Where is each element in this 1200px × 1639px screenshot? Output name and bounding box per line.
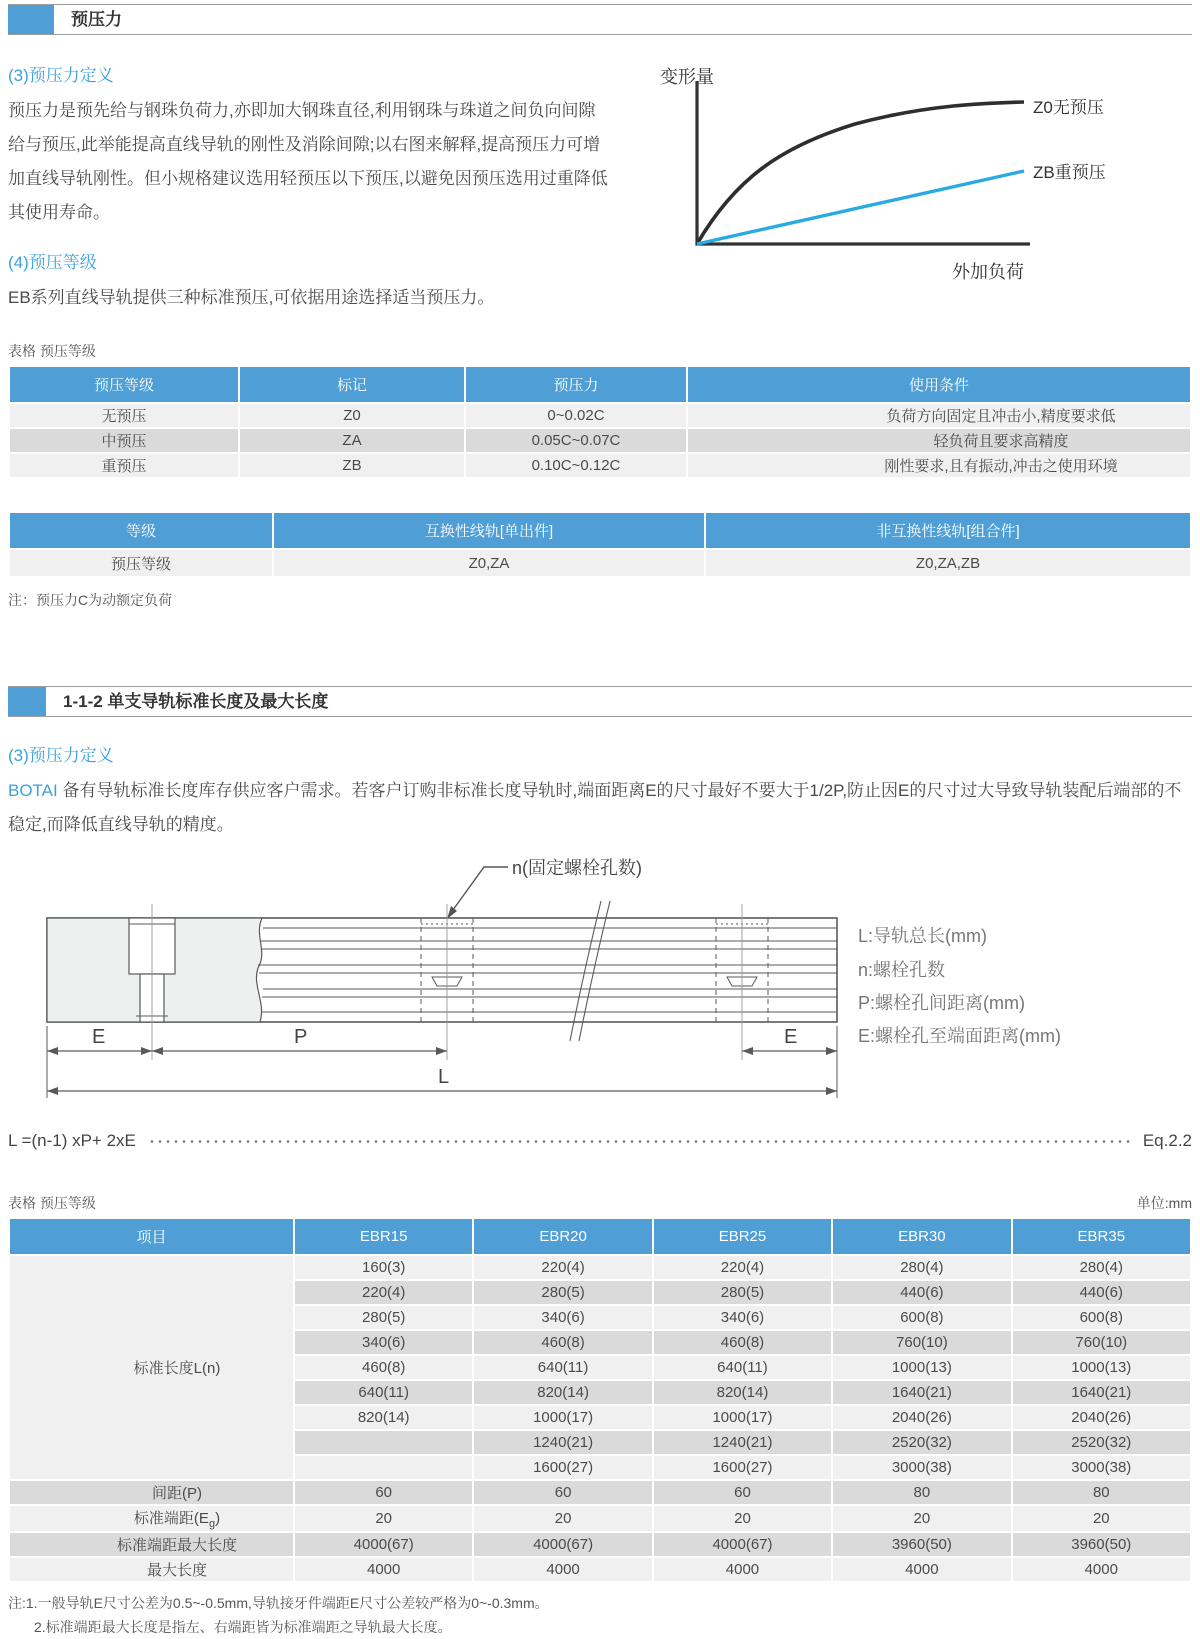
row-label-subscript: g [208, 1518, 216, 1530]
zb-series-label: ZB重预压 [1033, 163, 1106, 182]
deformation-chart [608, 61, 1192, 315]
cell: 负荷方向固定且冲击小,精度要求低 [688, 404, 1190, 427]
col-header: 预压力 [466, 367, 686, 402]
table3-caption: 表格 预压等级 [8, 1195, 96, 1211]
col-header: 标记 [240, 367, 464, 402]
cell: 4000(67) [295, 1533, 472, 1556]
cell: 640(11) [474, 1356, 651, 1379]
cell: 4000(67) [474, 1533, 651, 1556]
cell: 0~0.02C [466, 404, 686, 427]
cell: 1600(27) [654, 1456, 831, 1479]
cell: 中预压 [10, 429, 238, 452]
footnotes [8, 1591, 1192, 1639]
diagram-legend [858, 926, 1061, 1046]
cell: 280(5) [295, 1306, 472, 1329]
section-title: 1-1-2 单支导轨标准长度及最大长度 [63, 692, 329, 711]
brand-name: BOTAI [8, 781, 58, 800]
cell: 2520(32) [1013, 1431, 1190, 1454]
dim-label-l: L [438, 1066, 450, 1088]
cell: 2040(26) [1013, 1406, 1190, 1429]
col-header: 等级 [10, 513, 272, 548]
table1-caption: 表格 预压等级 [8, 343, 96, 359]
cell [295, 1456, 472, 1479]
cell: 3960(50) [1013, 1533, 1190, 1556]
cell [295, 1431, 472, 1454]
col-header: 互换性线轨[单出件] [274, 513, 704, 548]
table-row [10, 1558, 1190, 1581]
cell: 600(8) [833, 1306, 1010, 1329]
row-label-text: 标准端距(E [133, 1510, 209, 1527]
cell: 220(4) [295, 1281, 472, 1304]
deformation-vs-load-chart [640, 61, 1192, 291]
row-label [10, 1506, 293, 1531]
z0-curve [697, 102, 1024, 244]
col-header: 非互换性线轨[组合件] [706, 513, 1190, 548]
equation-number: Eq.2.2 [1142, 1131, 1192, 1150]
cell: ZA [240, 429, 464, 452]
cell: 340(6) [295, 1331, 472, 1354]
standard-length-table [8, 1217, 1192, 1583]
cell: 1640(21) [1013, 1381, 1190, 1404]
col-header: 预压等级 [10, 367, 238, 402]
cell: 3960(50) [833, 1533, 1010, 1556]
length-formula-row [8, 1131, 1192, 1151]
cell: 440(6) [1013, 1281, 1190, 1304]
table2-note: 注：预压力C为动额定负荷 [8, 592, 173, 608]
col-header: 项目 [10, 1219, 293, 1254]
cell: 20 [1013, 1506, 1190, 1531]
cell: Z0 [240, 404, 464, 427]
cell: 280(4) [833, 1256, 1010, 1279]
cell: 340(6) [474, 1306, 651, 1329]
cell: 1000(17) [474, 1406, 651, 1429]
cell: 20 [833, 1506, 1010, 1531]
callout-leader-line [450, 867, 508, 914]
chart-x-axis-label: 外加负荷 [952, 262, 1024, 282]
col-header: EBR15 [295, 1219, 472, 1254]
cell: 4000 [474, 1558, 651, 1581]
cell: 220(4) [474, 1256, 651, 1279]
cell: 1000(17) [654, 1406, 831, 1429]
cell: 340(6) [654, 1306, 831, 1329]
preload-grade-paragraph: EB系列直线导轨提供三种标准预压,可依据用途选择适当预压力。 [8, 288, 495, 307]
rail-length-diagram [0, 846, 1200, 1121]
cell: 820(14) [295, 1406, 472, 1429]
accent-square [8, 687, 46, 716]
cell: 1640(21) [833, 1381, 1010, 1404]
callout-arrowhead [447, 906, 457, 919]
cell: 0.05C~0.07C [466, 429, 686, 452]
cell: 3000(38) [1013, 1456, 1190, 1479]
table-row [10, 1256, 1190, 1279]
cell: 1000(13) [1013, 1356, 1190, 1379]
col-header: EBR35 [1013, 1219, 1190, 1254]
dotted-leader [148, 1140, 1131, 1143]
legend-line: E:螺栓孔至端面距离(mm) [858, 1026, 1061, 1046]
intro-text-column [8, 61, 608, 315]
cell: 460(8) [654, 1331, 831, 1354]
row-label: 最大长度 [10, 1558, 293, 1581]
cell: 20 [295, 1506, 472, 1531]
table-row [10, 1481, 1190, 1504]
preload-grade-heading: (4)预压等级 [8, 253, 97, 272]
z0-series-label: Z0无预压 [1033, 98, 1104, 117]
cell: 220(4) [654, 1256, 831, 1279]
col-header: 使用条件 [688, 367, 1190, 402]
chart-y-axis-label: 变形量 [660, 67, 714, 87]
cell: 60 [295, 1481, 472, 1504]
table3-caption-row [8, 1193, 1192, 1213]
cell: 460(8) [474, 1331, 651, 1354]
cell: 20 [474, 1506, 651, 1531]
preload-definition-heading: (3)预压力定义 [8, 66, 114, 85]
cell: 640(11) [295, 1381, 472, 1404]
section2-paragraph [8, 774, 1192, 842]
table-row [10, 429, 1190, 452]
legend-line: P:螺栓孔间距离(mm) [858, 993, 1025, 1013]
col-header: EBR20 [474, 1219, 651, 1254]
dim-label-e-left: E [92, 1026, 106, 1048]
cell: 80 [833, 1481, 1010, 1504]
table3-unit: 单位:mm [1136, 1195, 1192, 1211]
cell: 4000 [1013, 1558, 1190, 1581]
col-header: EBR25 [654, 1219, 831, 1254]
cell: 80 [1013, 1481, 1190, 1504]
cell: 1240(21) [474, 1431, 651, 1454]
cell: 820(14) [474, 1381, 651, 1404]
cell: 3000(38) [833, 1456, 1010, 1479]
section-band-standard-length [8, 686, 1192, 717]
cell: 预压等级 [10, 550, 272, 576]
cell: 160(3) [295, 1256, 472, 1279]
cell: 0.10C~0.12C [466, 454, 686, 477]
dim-label-e-right: E [784, 1026, 798, 1048]
footnote-2: 2.标准端距最大长度是指左、右端距皆为标准端距之导轨最大长度。 [34, 1619, 452, 1635]
accent-square [8, 5, 54, 34]
cell: 60 [654, 1481, 831, 1504]
cell: 280(5) [654, 1281, 831, 1304]
cell: 640(11) [654, 1356, 831, 1379]
cell: 4000(67) [654, 1533, 831, 1556]
cell: 1000(13) [833, 1356, 1010, 1379]
cell: 760(10) [833, 1331, 1010, 1354]
cell: 20 [654, 1506, 831, 1531]
legend-line: n:螺栓孔数 [858, 960, 946, 980]
preload-definition-paragraph: 预压力是预先给与钢珠负荷力,亦即加大钢珠直径,利用钢珠与珠道之间负向间隙给与预压,此举能提高直线导轨的刚性及消除间隙;以右图来解释,提高预压力可增加直线导轨刚性。但小规格建议选用轻预压以下预压,以避免因预压选用过重降低其使用寿命。 [8, 101, 608, 222]
cell: 460(8) [295, 1356, 472, 1379]
cell: 1600(27) [474, 1456, 651, 1479]
cell: 轻负荷且要求高精度 [688, 429, 1190, 452]
row-group-label: 标准长度L(n) [10, 1256, 293, 1479]
cell: 820(14) [654, 1381, 831, 1404]
row-label: 间距(P) [10, 1481, 293, 1504]
cell: ZB [240, 454, 464, 477]
cell: 1240(21) [654, 1431, 831, 1454]
cell: 4000 [654, 1558, 831, 1581]
table-row [10, 1533, 1190, 1556]
cell: 440(6) [833, 1281, 1010, 1304]
table-row [10, 1506, 1190, 1531]
cell: Z0,ZA,ZB [706, 550, 1190, 576]
section2-paragraph-text: 备有导轨标准长度库存供应客户需求。若客户订购非标准长度导轨时,端面距离E的尺寸最好不要大于1/2P,防止因E的尺寸过大导致导轨装配后端部的不稳定,而降低直线导轨的精度。 [8, 781, 1182, 834]
table-row [10, 404, 1190, 427]
cell: 无预压 [10, 404, 238, 427]
cell: Z0,ZA [274, 550, 704, 576]
legend-line: L:导轨总长(mm) [858, 926, 987, 946]
intro-section [8, 61, 1192, 315]
cell: 60 [474, 1481, 651, 1504]
table-row [10, 550, 1190, 576]
row-label-text: ) [215, 1510, 221, 1527]
dim-label-p: P [294, 1026, 308, 1048]
bolt-hole-count-callout: n(固定螺栓孔数) [512, 858, 642, 878]
cell: 280(4) [1013, 1256, 1190, 1279]
section2-heading: (3)预压力定义 [8, 746, 114, 765]
cell: 2520(32) [833, 1431, 1010, 1454]
cell: 刚性要求,且有振动,冲击之使用环境 [688, 454, 1190, 477]
table-row [10, 454, 1190, 477]
section-band-preload [8, 4, 1192, 35]
cell: 重预压 [10, 454, 238, 477]
row-label: 标准端距最大长度 [10, 1533, 293, 1556]
preload-grade-table [8, 365, 1192, 479]
cell: 280(5) [474, 1281, 651, 1304]
length-formula: L =(n-1) xP+ 2xE [8, 1131, 136, 1150]
cell: 760(10) [1013, 1331, 1190, 1354]
cell: 4000 [295, 1558, 472, 1581]
col-header: EBR30 [833, 1219, 1010, 1254]
page-title: 预压力 [71, 10, 122, 29]
interchangeability-table [8, 511, 1192, 578]
footnote-1: 注:1.一般导轨E尺寸公差为0.5~-0.5mm,导轨接牙件端距E尺寸公差较严格为0~-0.3mm。 [8, 1595, 549, 1611]
cell: 600(8) [1013, 1306, 1190, 1329]
cell: 2040(26) [833, 1406, 1010, 1429]
cell: 4000 [833, 1558, 1010, 1581]
